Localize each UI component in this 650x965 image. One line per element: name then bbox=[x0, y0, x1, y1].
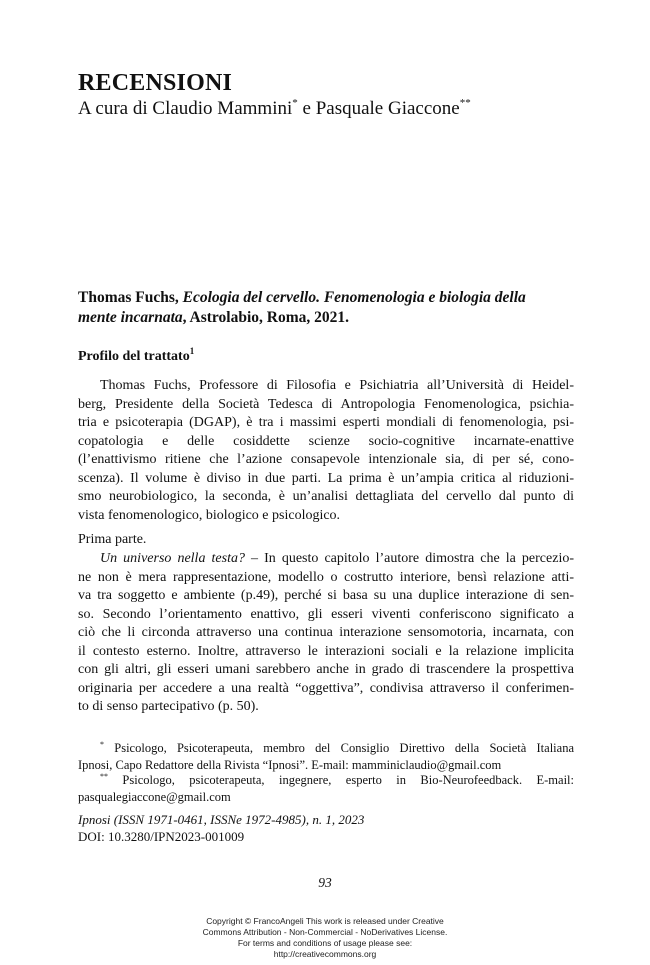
paragraph-part-one bbox=[78, 550, 574, 717]
footnote-2 bbox=[78, 769, 574, 805]
section-heading: RECENSIONI bbox=[78, 70, 233, 96]
text-line: ciò che li circonda attraverso una continua interazione sensomotoria, incarnata, con bbox=[78, 625, 574, 640]
page-number: 93 bbox=[318, 875, 332, 890]
text-line: to di senso partecipativo (p. 50). bbox=[78, 699, 259, 714]
footnote-line bbox=[78, 737, 574, 757]
text-line: (l’enattivismo ritiene che l’azione consapevole intenzionale sia, di per sé, cono- bbox=[78, 452, 574, 467]
footnote-1 bbox=[78, 737, 574, 773]
text-line: Thomas Fuchs, Professore di Filosofia e Psichiatria all’Università di Heidel- bbox=[100, 378, 574, 393]
book-author: Thomas Fuchs, bbox=[78, 289, 179, 306]
editor1-footnote-mark: * bbox=[292, 97, 298, 109]
footnote-text: Psicologo, psicoterapeuta, ingegnere, esperto in Bio-Neurofeedback. E-mail: bbox=[108, 773, 574, 787]
text-line bbox=[78, 550, 574, 569]
text-line: smo neurobiologico, la seconda, è un’analisi dettagliata del cervello dal punto di bbox=[78, 489, 574, 504]
copyright-notice bbox=[0, 916, 650, 960]
editor2-footnote-mark: ** bbox=[459, 97, 471, 109]
book-title-line2: mente incarnata bbox=[78, 309, 183, 326]
paragraph-intro bbox=[78, 377, 574, 525]
copyright-line: Commons Attribution - Non-Commercial - NoDerivatives License. bbox=[202, 927, 448, 937]
footnote-text: Psicologo, Psicoterapeuta, membro del Consiglio Direttivo della Società Italiana bbox=[104, 741, 574, 755]
editors-line bbox=[78, 97, 471, 120]
chapter-title: Un universo nella testa? bbox=[100, 551, 245, 566]
footnote-line bbox=[78, 769, 574, 789]
journal-info bbox=[78, 812, 364, 845]
text-line: originaria per accedere a una realtà “oggettiva”, condivisa attraverso il conferimen- bbox=[78, 680, 574, 696]
subsection-footnote-mark: 1 bbox=[189, 346, 195, 356]
text-line: va tra soggetto e ambiente (p.49), perché si basa su una duplice interazione di sen- bbox=[78, 588, 574, 603]
text-line: tria e psicoterapia (DGAP), è tra i massimi esperti mondiali di fenomenologia, psi- bbox=[78, 415, 574, 430]
copyright-line: Copyright © FrancoAngeli This work is released under Creative bbox=[206, 916, 444, 926]
footnote-mark: ** bbox=[100, 772, 108, 781]
journal-citation: Ipnosi (ISSN 1971-0461, ISSNe 1972-4985), n. 1, 2023 bbox=[78, 812, 365, 827]
footnote-mark: * bbox=[100, 740, 104, 749]
footnote-line: Ipnosi, Capo Redattore della Rivista “Ipnosi”. E-mail: mamminiclaudio@gmail.com bbox=[78, 757, 502, 772]
journal-doi: DOI: 10.3280/IPN2023-001009 bbox=[78, 828, 245, 844]
editors-prefix: A cura di Claudio Mammini bbox=[78, 98, 293, 119]
book-title: Ecologia del cervello. Fenomenologia e biologia della bbox=[182, 289, 526, 306]
editors-mid: e Pasquale Giaccone bbox=[297, 98, 460, 119]
part-label: Prima parte. bbox=[78, 532, 147, 547]
book-publisher: , Astrolabio, Roma, 2021. bbox=[182, 309, 349, 326]
copyright-line: For terms and conditions of usage please see: bbox=[237, 938, 413, 948]
text-line: ne non è mera rappresentazione, modello o costrutto interiore, bensì relazione atti- bbox=[78, 569, 574, 585]
book-reference bbox=[78, 288, 572, 328]
text-line: berg, Presidente della Società Tedesca di Antropologia Fenomenologica, psichia- bbox=[78, 396, 574, 412]
subsection-title bbox=[78, 346, 194, 365]
copyright-link[interactable]: http://creativecommons.org bbox=[273, 949, 377, 959]
text-line: vista fenomenologico, biologico e psicologico. bbox=[78, 507, 341, 523]
text-line: scenza). Il volume è diviso in due parti. La prima è un’ampia critica al riduzioni- bbox=[78, 470, 574, 486]
text-line: so. Secondo l’orientamento enattivo, gli esseri viventi conferiscono significato a bbox=[78, 606, 574, 622]
footnote-line: pasqualegiaccone@gmail.com bbox=[78, 789, 231, 804]
text-line: copatologia e delle cosiddette scienze socio-cognitive incarnate-enattive bbox=[78, 433, 574, 449]
text-line: il contesto esterno. Inoltre, attraverso le interazioni sociali e la relazione implicita bbox=[78, 643, 574, 659]
subsection-title-text: Profilo del trattato bbox=[78, 349, 190, 364]
text-line-rest: – In questo capitolo l’autore dimostra che la percezio- bbox=[244, 551, 575, 566]
text-line: con gli altri, gli esseri umani sarebbero anche in grado di trascendere la prospettiva bbox=[78, 662, 574, 677]
